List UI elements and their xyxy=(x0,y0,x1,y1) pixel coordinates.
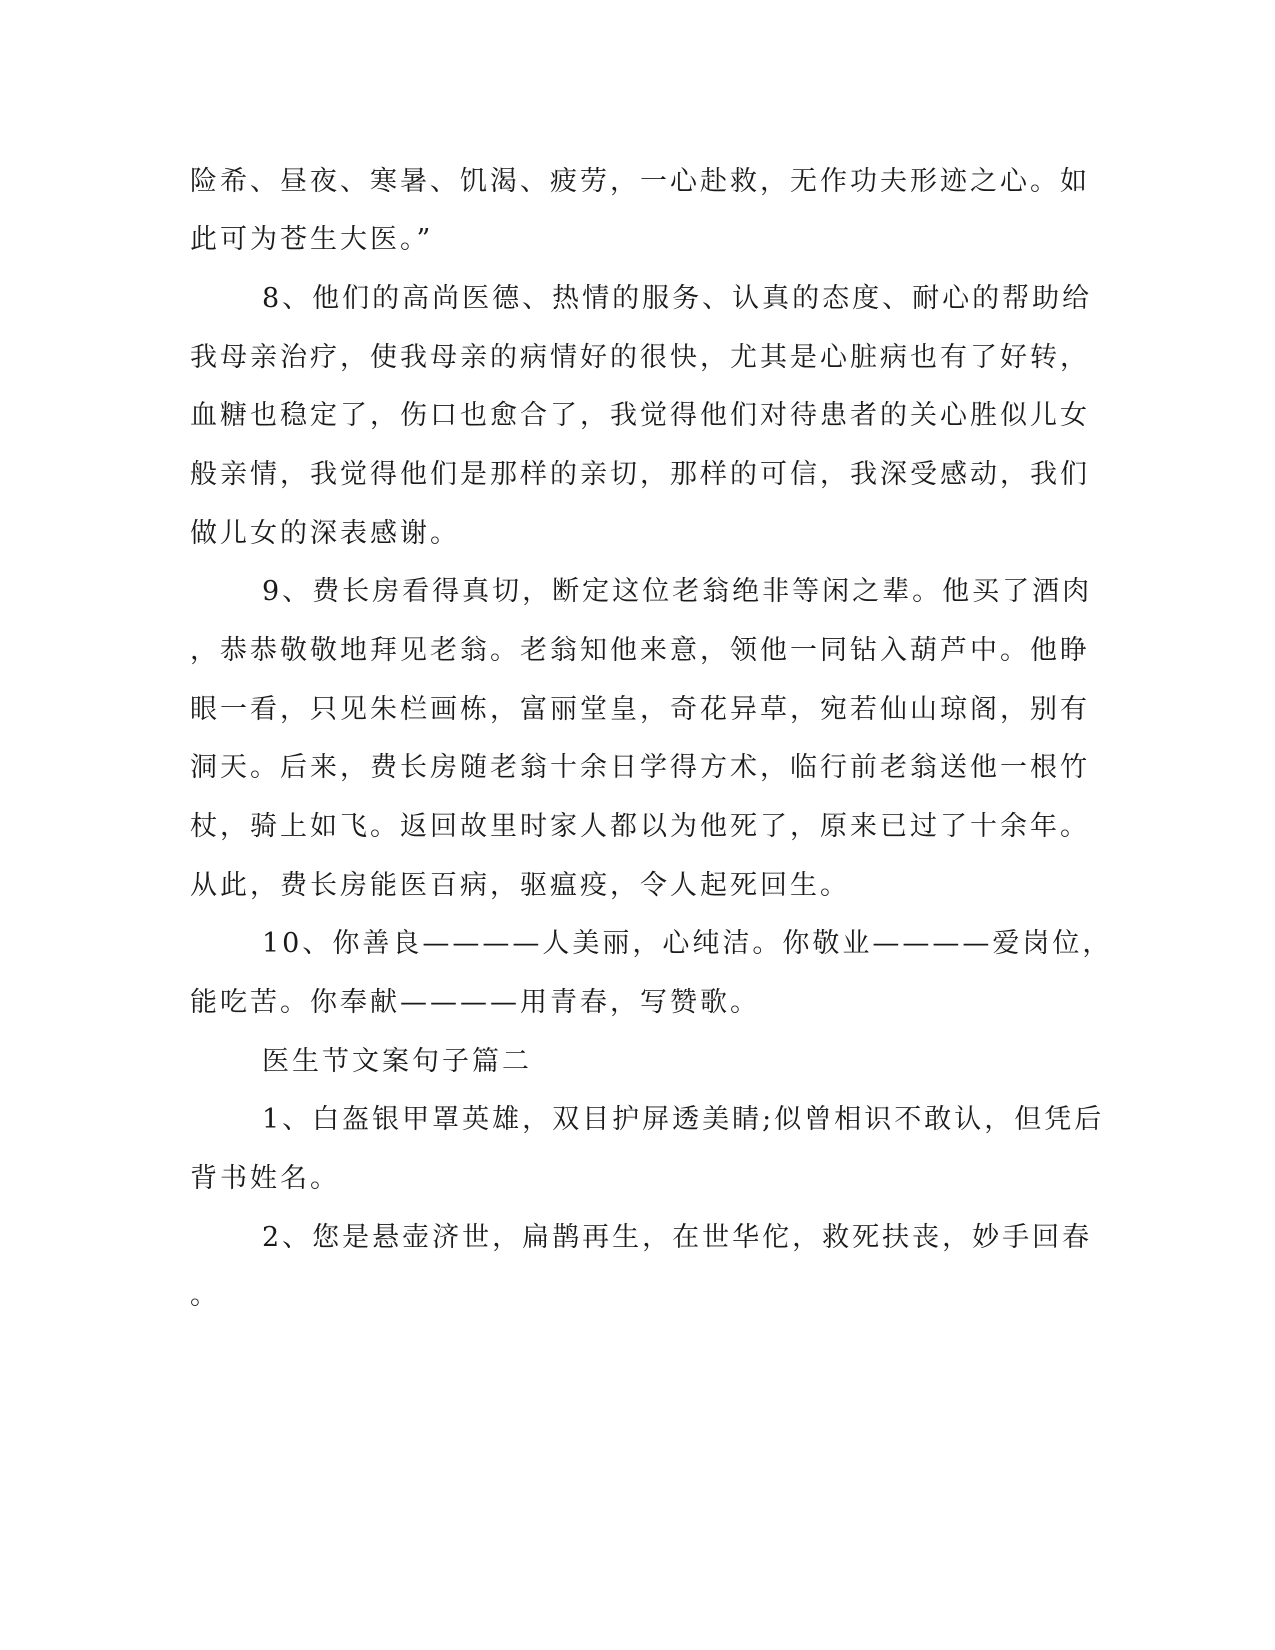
text-line-18: 背书姓名。 xyxy=(190,1163,340,1194)
text-line-19: 2、您是悬壶济世，扁鹊再生，在世华佗，救死扶丧，妙手回春 xyxy=(262,1222,1093,1253)
section-heading: 医生节文案句子篇二 xyxy=(262,1046,532,1077)
text-line-5: 血糖也稳定了，伤口也愈合了，我觉得他们对待患者的关心胜似儿女 xyxy=(190,400,1090,431)
text-line-15: 能吃苦。你奉献————用青春，写赞歌。 xyxy=(190,987,760,1018)
text-line-10: 眼一看，只见朱栏画栋，富丽堂皇，奇花异草，宛若仙山琼阁，别有 xyxy=(190,694,1090,725)
text-line-6: 般亲情，我觉得他们是那样的亲切，那样的可信，我深受感动，我们 xyxy=(190,459,1090,490)
text-line-11: 洞天。后来，费长房随老翁十余日学得方术，临行前老翁送他一根竹 xyxy=(190,752,1090,783)
text-line-4: 我母亲治疗，使我母亲的病情好的很快，尤其是心脏病也有了好转， xyxy=(190,342,1090,373)
text-line-17: 1、白盔银甲罩英雄，双目护屏透美睛;似曾相识不敢认，但凭后 xyxy=(262,1104,1105,1135)
text-line-8: 9、费长房看得真切，断定这位老翁绝非等闲之辈。他买了酒肉 xyxy=(262,576,1093,607)
text-line-12: 杖，骑上如飞。返回故里时家人都以为他死了，原来已过了十余年。 xyxy=(190,811,1090,842)
text-line-7: 做儿女的深表感谢。 xyxy=(190,518,460,549)
text-line-3: 8、他们的高尚医德、热情的服务、认真的态度、耐心的帮助给 xyxy=(262,283,1093,314)
text-line-20: 。 xyxy=(190,1280,220,1311)
text-line-1: 险希、昼夜、寒暑、饥渴、疲劳，一心赴救，无作功夫形迹之心。如 xyxy=(190,166,1090,197)
text-line-2: 此可为苍生大医。” xyxy=(190,224,434,255)
text-line-9: ，恭恭敬敬地拜见老翁。老翁知他来意，领他一同钻入葫芦中。他睁 xyxy=(190,635,1090,666)
text-line-13: 从此，费长房能医百病，驱瘟疫，令人起死回生。 xyxy=(190,870,850,901)
text-line-14: 10、你善良————人美丽，心纯洁。你敬业————爱岗位， xyxy=(262,928,1113,959)
